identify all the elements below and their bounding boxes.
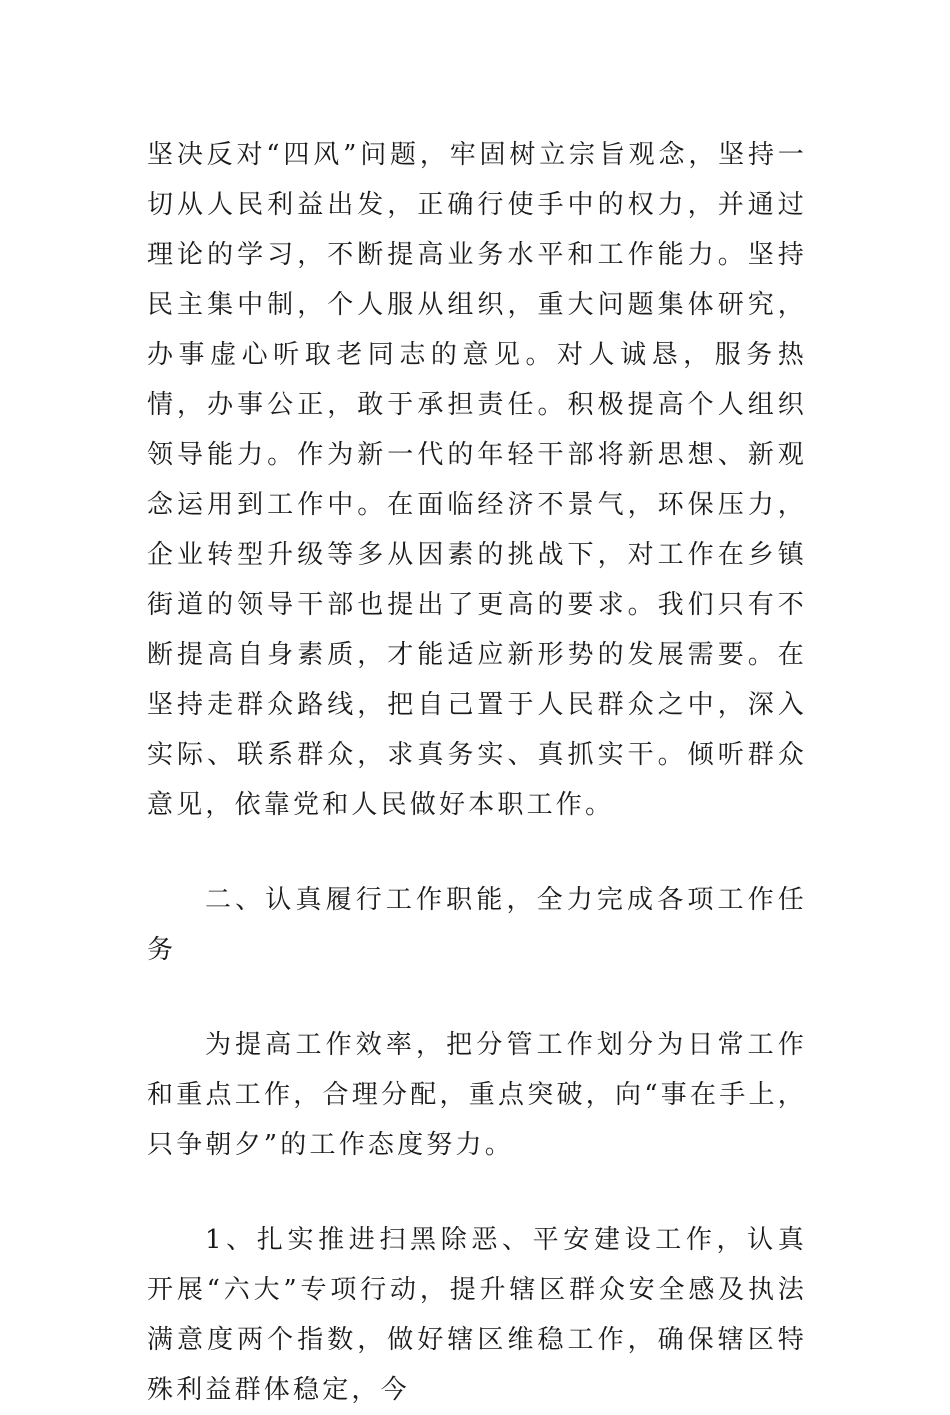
section-heading: 二、认真履行工作职能，全力完成各项工作任务 bbox=[147, 885, 807, 965]
paragraph-item-1: 1、扎实推进扫黑除恶、平安建设工作，认真开展“六大”专项行动，提升辖区群众安全感及执法满意度两个指数，做好辖区维稳工作，确保辖区特殊利益群体稳定，今 bbox=[147, 1225, 807, 1405]
paragraph-continuation: 坚决反对“四风”问题，牢固树立宗旨观念，坚持一切从人民利益出发，正确行使手中的权力，并通过理论的学习，不断提高业务水平和工作能力。坚持民主集中制，个人服从组织，重大问题集体研究，办事虚心听取老同志的意见。对人诚恳，服务热情，办事公正，敢于承担责任。积极提高个人组织领导能力。作为新一代的年轻干部将新思想、新观念运用到工作中。在面临经济不景气，环保压力，企业转型升级等多从因素的挑战下，对工作在乡镇街道的领导干部也提出了更高的要求。我们只有不断提高自身素质，才能适应新形势的发展需要。在坚持走群众路线，把自己置于人民群众之中，深入实际、联系群众，求真务实、真抓实干。倾听群众意见，依靠党和人民做好本职工作。 bbox=[147, 140, 807, 820]
document-body bbox=[147, 130, 807, 1415]
paragraph-efficiency: 为提高工作效率，把分管工作划分为日常工作和重点工作，合理分配，重点突破，向“事在手上，只争朝夕”的工作态度努力。 bbox=[147, 1030, 807, 1160]
